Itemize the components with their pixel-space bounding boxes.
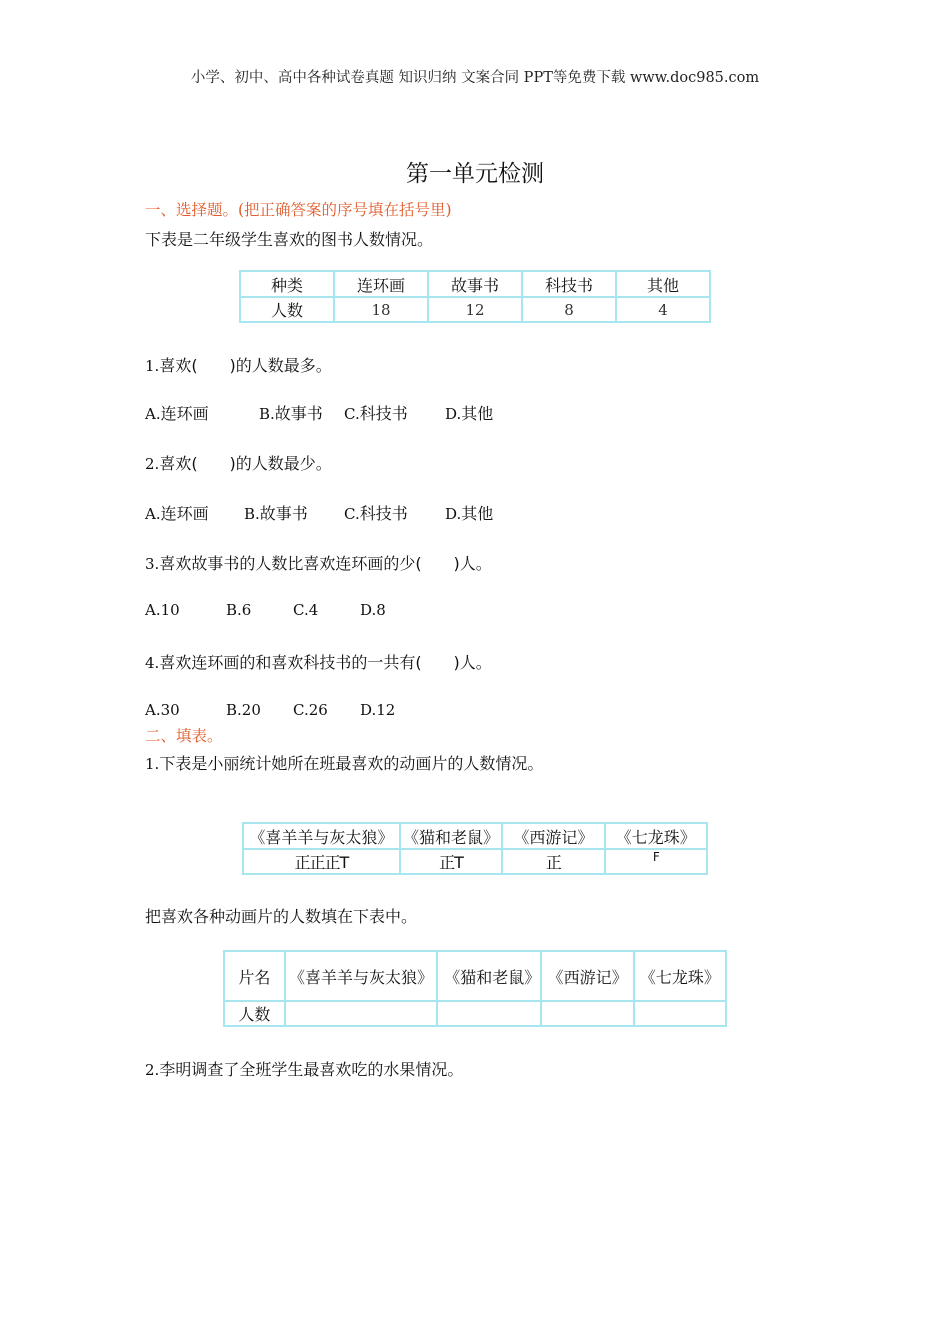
section2-q1: 1.下表是小丽统计她所在班最喜欢的动画片的人数情况。	[145, 754, 544, 773]
fill-input-cell[interactable]	[285, 1001, 437, 1026]
table-cell: 人数	[240, 297, 334, 322]
table-cell: 12	[428, 297, 522, 322]
table-cell: 《西游记》	[502, 823, 604, 849]
question-2: 2.喜欢( )的人数最少。	[145, 454, 332, 473]
fill-input-cell[interactable]	[634, 1001, 726, 1026]
q2-option-d: D.其他	[445, 504, 494, 523]
q2-option-a: A.连环画	[145, 504, 209, 523]
section1-heading: 一、选择题。(把正确答案的序号填在括号里)	[145, 201, 452, 219]
fill-table	[223, 950, 727, 1027]
table-cell: 18	[334, 297, 428, 322]
tally-cell: 正	[502, 849, 604, 874]
q2-option-c: C.科技书	[344, 504, 408, 523]
fill-input-cell[interactable]	[437, 1001, 541, 1026]
fill-input-cell[interactable]	[541, 1001, 633, 1026]
tally-cell: F	[605, 849, 707, 874]
page-header: 小学、初中、高中各种试卷真题 知识归纳 文案合同 PPT等免费下载 www.doc985.com	[190, 70, 760, 86]
table-cell: 故事书	[428, 271, 522, 297]
fill-intro: 把喜欢各种动画片的人数填在下表中。	[145, 907, 418, 926]
question-4: 4.喜欢连环画的和喜欢科技书的一共有( )人。	[145, 653, 492, 672]
table-cell: 《七龙珠》	[634, 951, 726, 1001]
q4-option-a: A.30	[145, 701, 180, 719]
q3-option-d: D.8	[360, 601, 386, 619]
book-table	[239, 270, 711, 323]
q4-option-d: D.12	[360, 701, 396, 719]
table-cell: 种类	[240, 271, 334, 297]
q1-option-b: B.故事书	[259, 404, 323, 423]
table-cell: 科技书	[522, 271, 616, 297]
table-cell: 片名	[224, 951, 285, 1001]
table-cell: 《猫和老鼠》	[400, 823, 502, 849]
tally-cell: 正T	[400, 849, 502, 874]
q3-option-c: C.4	[293, 601, 319, 619]
table-cell: 人数	[224, 1001, 285, 1026]
question-1: 1.喜欢( )的人数最多。	[145, 356, 332, 375]
page-title: 第一单元检测	[406, 161, 544, 187]
table-cell: 《七龙珠》	[605, 823, 707, 849]
q1-option-a: A.连环画	[145, 404, 209, 423]
table-cell: 《西游记》	[541, 951, 633, 1001]
question-3: 3.喜欢故事书的人数比喜欢连环画的少( )人。	[145, 554, 492, 573]
table-cell: 连环画	[334, 271, 428, 297]
table-cell: 《喜羊羊与灰太狼》	[243, 823, 400, 849]
table-cell: 《猫和老鼠》	[437, 951, 541, 1001]
q4-option-b: B.20	[226, 701, 261, 719]
section1-intro: 下表是二年级学生喜欢的图书人数情况。	[145, 230, 434, 249]
table-cell: 其他	[616, 271, 710, 297]
section2-q2: 2.李明调查了全班学生最喜欢吃的水果情况。	[145, 1060, 464, 1079]
q4-option-c: C.26	[293, 701, 328, 719]
section2-heading: 二、填表。	[145, 727, 223, 745]
q1-option-d: D.其他	[445, 404, 494, 423]
q2-option-b: B.故事书	[244, 504, 308, 523]
q3-option-a: A.10	[145, 601, 180, 619]
tally-table	[242, 822, 708, 875]
q1-option-c: C.科技书	[344, 404, 408, 423]
q3-option-b: B.6	[226, 601, 252, 619]
tally-cell: 正正正T	[243, 849, 400, 874]
table-cell: 《喜羊羊与灰太狼》	[285, 951, 437, 1001]
table-cell: 4	[616, 297, 710, 322]
table-cell: 8	[522, 297, 616, 322]
